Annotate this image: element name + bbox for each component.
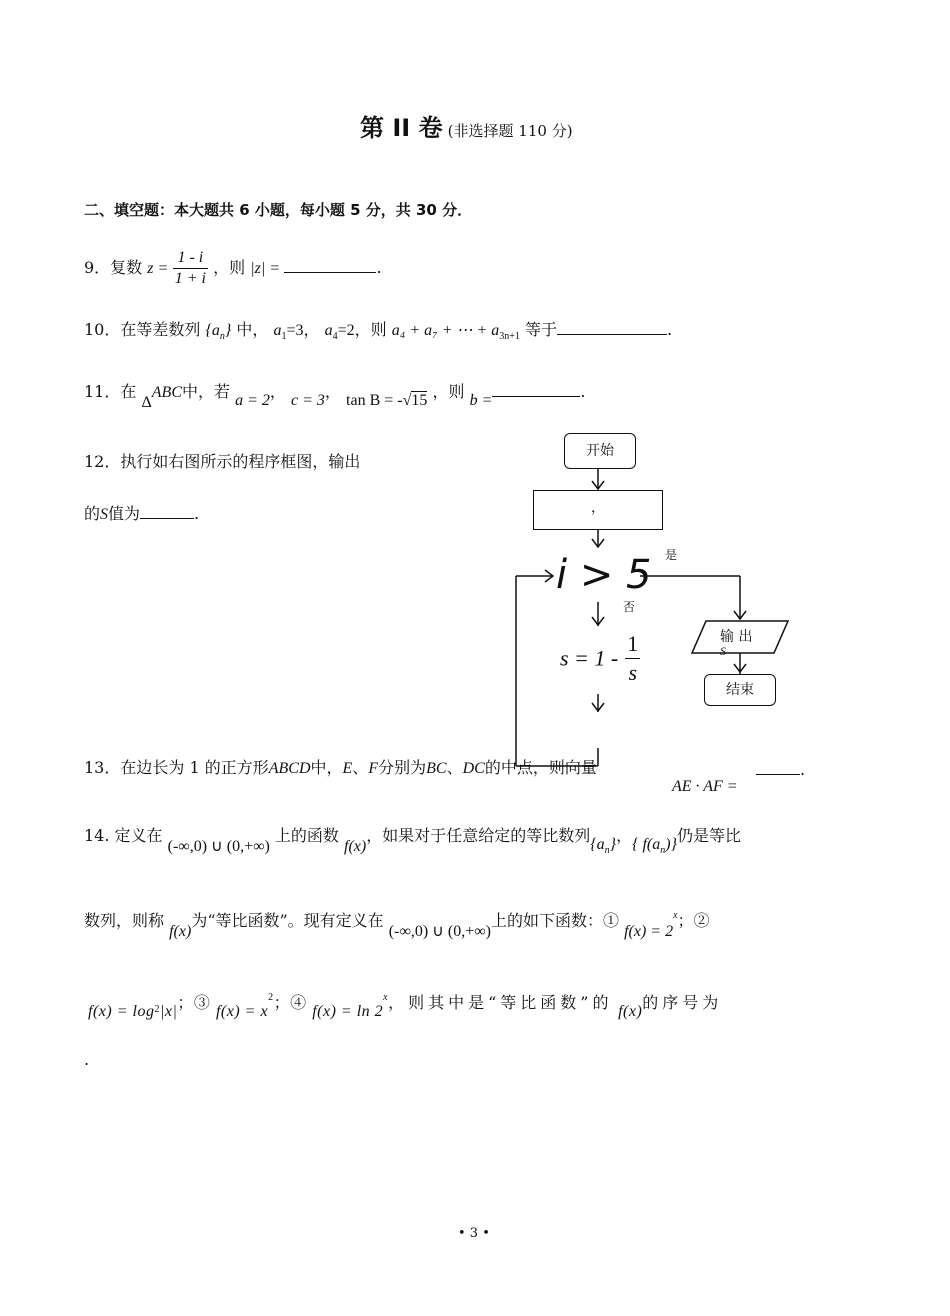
q10-a4-val: =2 bbox=[337, 322, 355, 339]
q13-sep2: 、 bbox=[446, 758, 463, 777]
flowchart-condition: i > 5 bbox=[556, 552, 652, 598]
q14-mid2: ，如果对于任意给定的等比数列 bbox=[366, 826, 591, 845]
q14-an-close: } bbox=[609, 836, 617, 853]
q11-end: . bbox=[580, 382, 586, 401]
q10-mid: 中， bbox=[236, 320, 269, 339]
q11-mid: 中，若 bbox=[181, 382, 230, 401]
question-14-line4: . bbox=[84, 1050, 90, 1069]
section-heading: 二、填空题：本大题共 6 小题，每小题 5 分，共 30 分． bbox=[84, 201, 473, 219]
q11-prefix: 11．在 bbox=[84, 382, 137, 401]
question-13 bbox=[84, 758, 597, 779]
title-sub: (非选择题 110 分) bbox=[447, 122, 573, 140]
q14-fan-close: )} bbox=[665, 836, 677, 853]
q10-seq-close: } bbox=[224, 322, 232, 339]
flowchart-start bbox=[564, 433, 636, 469]
q13-mid2: 分别为 bbox=[378, 758, 427, 777]
q14-l2-mid: 为“等比函数”。现有定义在 bbox=[191, 911, 384, 930]
q14-l2-mid2: 上的如下函数：① bbox=[490, 911, 619, 930]
q14-sep1: ；② bbox=[677, 911, 710, 930]
q14-f2-sub: 2 bbox=[154, 1004, 160, 1015]
flowchart-init bbox=[533, 490, 663, 530]
q13-expression bbox=[672, 776, 738, 797]
q14-l2-prefix: 数列，则称 bbox=[84, 911, 165, 930]
q14-prefix: 14. 定义在 bbox=[84, 826, 163, 845]
flowchart-start-label: 开始 bbox=[586, 443, 614, 459]
q10-a4: a bbox=[324, 322, 333, 339]
q11-a: a = 2 bbox=[235, 392, 270, 409]
q12-end: . bbox=[194, 504, 200, 523]
q13-expr: AE · AF = bbox=[672, 778, 738, 795]
q9-end: . bbox=[376, 258, 382, 277]
question-14-line2 bbox=[84, 906, 710, 942]
q13-e: E bbox=[342, 760, 353, 777]
q14-fx: f(x) bbox=[344, 838, 367, 855]
flowchart-no-label: 否 bbox=[623, 600, 636, 614]
q14-comma: ， bbox=[616, 826, 633, 845]
q14-f3: f(x) = x bbox=[215, 1003, 269, 1020]
q11-sep1: ， bbox=[269, 382, 286, 401]
flowchart-assign-den: s bbox=[628, 660, 638, 685]
q14-an-sub: n bbox=[604, 845, 610, 856]
q10-a1-sub: 1 bbox=[281, 331, 287, 342]
flowchart-output-var: S bbox=[720, 644, 726, 658]
question-14-line1 bbox=[84, 826, 741, 861]
q10-a1: a bbox=[273, 322, 282, 339]
q13-answer bbox=[756, 758, 805, 780]
q13-end: . bbox=[800, 760, 806, 779]
q14-domain: (-∞,0) ∪ (0,+∞) bbox=[167, 838, 270, 855]
q14-f4: f(x) = ln 2 bbox=[312, 1003, 384, 1020]
q13-sep: 、 bbox=[352, 758, 369, 777]
q14-f1-sup: x bbox=[673, 910, 678, 921]
flowchart-assign-lhs: s = 1 - bbox=[560, 645, 619, 671]
q10-a1-val: =3 bbox=[286, 322, 304, 339]
q14-an bbox=[590, 836, 617, 856]
q9-num: 1 - i bbox=[173, 248, 208, 269]
q14-f3-sup: 2 bbox=[268, 992, 274, 1003]
q11-sqrt-val: 15 bbox=[411, 392, 428, 409]
q13-abcd: ABCD bbox=[268, 760, 311, 777]
q10-prefix: 10．在等差数列 bbox=[84, 320, 201, 339]
q9-abs: |z| bbox=[250, 260, 266, 277]
q14-f2: f(x) = log bbox=[88, 1003, 155, 1020]
q13-text: 13．在边长为 1 的正方形 bbox=[84, 758, 269, 777]
q9-prefix: 9．复数 bbox=[84, 258, 143, 277]
question-14-line3 bbox=[88, 988, 722, 1022]
page-number: • 3 • bbox=[458, 1226, 490, 1241]
flowchart-yes-label: 是 bbox=[665, 548, 678, 562]
q14-fan-sub: n bbox=[660, 845, 666, 856]
q14-fan-open: { f(a bbox=[632, 836, 661, 853]
q11-sqrt: √15 bbox=[402, 392, 428, 409]
q12-mid: 值为 bbox=[108, 504, 141, 523]
q14-f2-abs: |x| bbox=[159, 1003, 178, 1020]
q14-l3-mid: ，则其中是“等比函数”的 bbox=[388, 993, 613, 1012]
q13-dc: DC bbox=[462, 760, 485, 777]
q11-sep2: ， bbox=[324, 382, 341, 401]
q10-end: . bbox=[667, 320, 673, 339]
title-main: 第 II 卷 bbox=[360, 114, 443, 142]
flowchart-output-label: 输 出 bbox=[720, 629, 753, 645]
q11-c: c = 3 bbox=[291, 392, 325, 409]
q14-sep2: ；③ bbox=[177, 993, 211, 1012]
q14-l2-fx: f(x) bbox=[169, 923, 192, 940]
q13-answer-blank[interactable] bbox=[756, 758, 800, 775]
question-12-line1: 12．执行如右图所示的程序框图，输出 bbox=[84, 452, 361, 471]
flowchart-assign-frac bbox=[625, 630, 640, 687]
flowchart-end bbox=[704, 674, 776, 706]
q13-mid3: 的中点，则向量 bbox=[484, 758, 597, 777]
q14-f1: f(x) = 2 bbox=[624, 923, 674, 940]
q9-den: 1 + i bbox=[174, 270, 206, 287]
q11-tan: tan B = - bbox=[346, 392, 403, 409]
q14-fan bbox=[632, 836, 677, 856]
q14-l3-end: 的序号为 bbox=[642, 993, 723, 1012]
q12-var: S bbox=[100, 506, 109, 523]
flowchart-assign-num: 1 bbox=[625, 630, 640, 659]
q12-prefix: 的 bbox=[84, 504, 101, 523]
q9-eq2: = bbox=[270, 260, 280, 277]
q11-triangle: Δ bbox=[141, 394, 152, 411]
q9-eq: = bbox=[158, 260, 168, 277]
q10-sum-sub: 3n+1 bbox=[499, 331, 520, 342]
q14-l3-fx: f(x) bbox=[618, 1003, 643, 1020]
q11-b: b = bbox=[469, 392, 493, 409]
q13-bc: BC bbox=[426, 760, 447, 777]
q14-sep3: ；④ bbox=[273, 993, 307, 1012]
q14-f4-sup: x bbox=[383, 992, 389, 1003]
q10-then: ，则 bbox=[354, 320, 387, 339]
q11-abc: ABC bbox=[151, 384, 182, 401]
q14-mid: 上的函数 bbox=[274, 826, 339, 845]
q14-an-open: {a bbox=[590, 836, 605, 853]
q10-seq-sub: n bbox=[219, 331, 225, 342]
flowchart-init-label: ， bbox=[591, 500, 605, 516]
q14-l2-domain: (-∞,0) ∪ (0,+∞) bbox=[388, 923, 491, 940]
q10-a4-sub: 4 bbox=[332, 331, 338, 342]
q10-tail: 等于 bbox=[525, 320, 558, 339]
q10-sum: a₄ + a₇ + ⋯ + a bbox=[391, 322, 500, 339]
q10-seq-open: {a bbox=[205, 322, 220, 339]
q9-mid: ，则 bbox=[213, 258, 246, 277]
q11-then: ，则 bbox=[432, 382, 465, 401]
q13-mid: 中， bbox=[310, 758, 343, 777]
flowchart-end-label: 结束 bbox=[726, 682, 754, 698]
q14-end1: 仍是等比 bbox=[676, 826, 741, 845]
q10-comma: ， bbox=[303, 320, 320, 339]
flowchart-assign bbox=[560, 630, 640, 687]
q13-f: F bbox=[368, 760, 379, 777]
q9-var: z bbox=[147, 260, 154, 277]
